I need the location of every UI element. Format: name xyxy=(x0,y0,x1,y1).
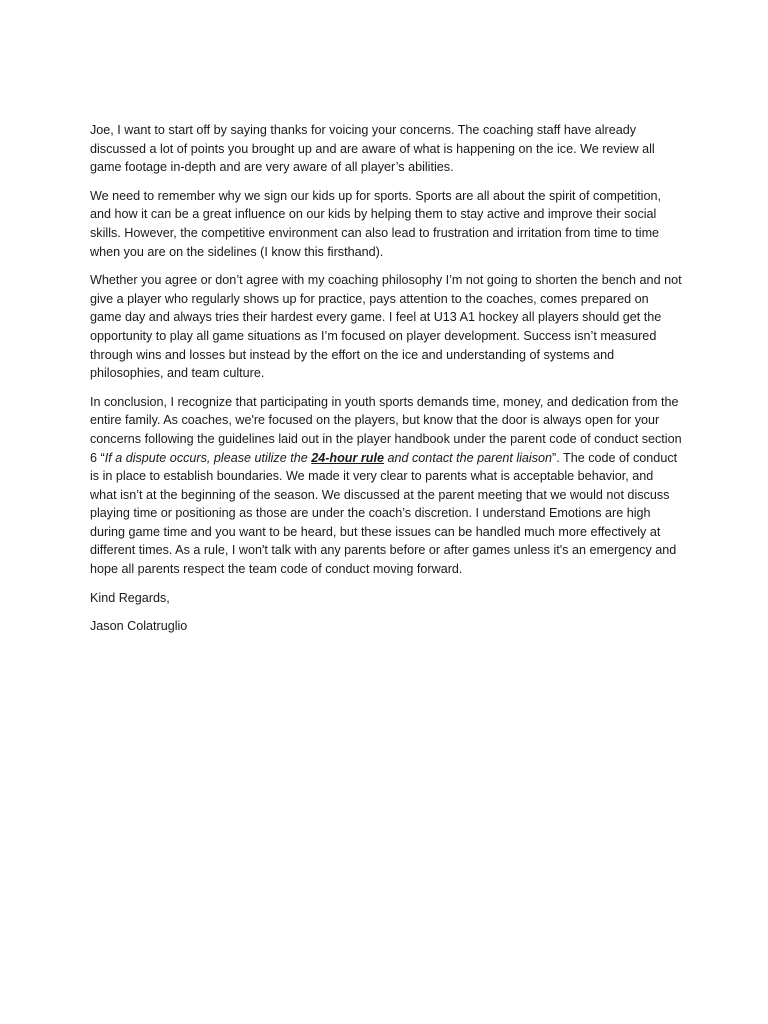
conclusion-text-before: In conclusion, I recognize that participating in youth sports demands time, money, and dedication from the entire family. As coaches, we're focused on the players, but know that the door is always open for your concerns following the guidelines laid out in the player handbook under the parent code of conduct section 6 “ xyxy=(90,394,682,465)
quote-text-end: and contact the parent liaison xyxy=(384,450,553,465)
quote-text-start: If a dispute occurs, please utilize the xyxy=(104,450,312,465)
conclusion-text-after: ”. The code of conduct is in place to establish boundaries. We made it very clear to parents what is acceptable behavior, and what isn’t at the beginning of the season. We discussed at the parent meeting that we would not discuss playing time or positioning as those are under the coach’s discretion. I understand Emotions are high during game time and you want to be heard, but these issues can be handled much more effectively at different times. As a rule, I won't talk with any parents before or after games unless it's an emergency and hope all parents respect the team code of conduct moving forward. xyxy=(90,450,678,577)
paragraph-sports: We need to remember why we sign our kids up for sports. Sports are all about the spirit of competition, and how it can be a great influence on our kids by helping them to stay active and improve their social skills. However, the competitive environment can also lead to frustration and irritation from time to time when you are on the sidelines (I know this firsthand). xyxy=(90,188,661,259)
conclusion-quote xyxy=(105,451,552,465)
closing-salutation: Kind Regards, xyxy=(90,590,170,605)
signature-name: Jason Colatruglio xyxy=(90,619,188,634)
rule-emphasis: 24-hour rule xyxy=(311,450,384,465)
letter-body xyxy=(90,121,682,646)
paragraph-intro: Joe, I want to start off by saying thanks for voicing your concerns. The coaching staff have already discussed a lot of points you brought up and are aware of what is happening on the ice. We review all game footage in-depth and are very aware of all player’s abilities. xyxy=(90,123,655,175)
paragraph-conclusion xyxy=(90,393,682,579)
paragraph-philosophy: Whether you agree or don’t agree with my coaching philosophy I’m not going to shorten the bench and not give a player who regularly shows up for practice, pays attention to the coaches, comes prepared on game day and always tries their hardest every game. I feel at U13 A1 hockey all players should get the opportunity to play all game situations as I’m focused on player development. Success isn’t measured through wins and losses but instead by the effort on the ice and understanding of systems and philosophies, and team culture. xyxy=(90,273,682,381)
